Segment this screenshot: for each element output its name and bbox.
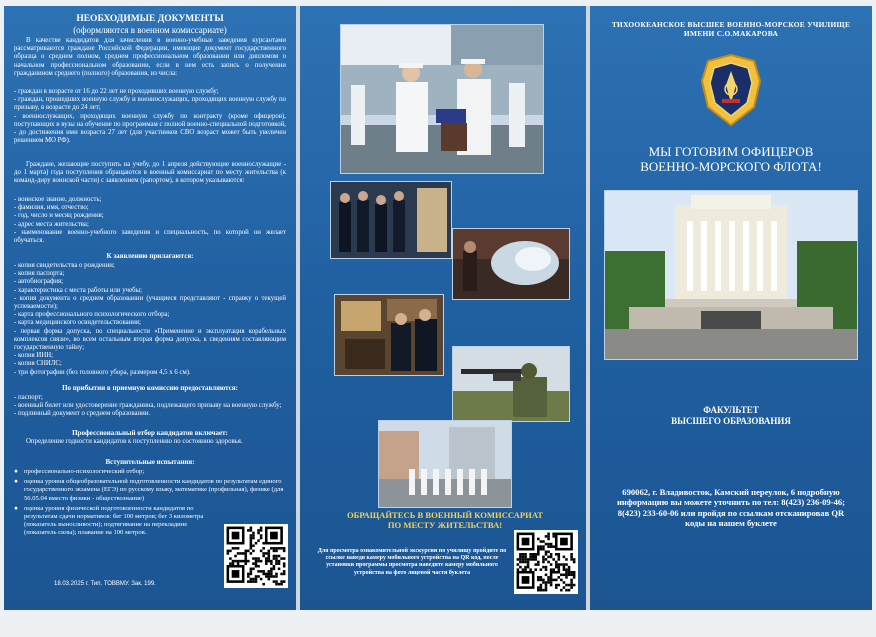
attach-item: - автобиография; (14, 278, 64, 286)
exam-item: ● оценка уровня общеобразовательной подготовленности кандидатов по результатам единого государственного экзамена (ЕГЭ) по русскому языку, математике (профильная), физике (для 56.05.04 вместо физики - обществознание) (14, 478, 284, 502)
application-item: - воинское звание, должность; (14, 196, 102, 203)
school-emblem-icon (696, 51, 766, 136)
qr-pattern (514, 530, 578, 594)
eligible-item: - граждан в возрасте от 16 до 22 лет не проходивших военную службу; (14, 88, 219, 95)
intro-text: В качестве кандидатов для зачисления в военно-учебные заведения курсантами рассматриваются граждане Российской Федерации, имеющие документ государственного образца о среднем полном, среднем профессиональном образовании или дипломом о начальном профессиональном образовании, если в нем есть запись о получении гражданином среднего (полного) образования, из числа: (14, 37, 286, 77)
photo-school-building (604, 190, 858, 360)
application-list (14, 196, 286, 245)
right-panel (590, 6, 872, 610)
attach-list (14, 262, 286, 377)
qr-code-icon (514, 530, 578, 594)
slogan-line1: МЫ ГОТОВИМ ОФИЦЕРОВ (648, 144, 814, 159)
slogan-line2: ВОЕННО-МОРСКОГО ФЛОТА! (640, 159, 822, 174)
callout-line2: ПО МЕСТУ ЖИТЕЛЬСТВА! (387, 520, 503, 530)
attach-item: - характеристика с места работы или учебы; (14, 286, 142, 294)
photo-officers-ceremony (340, 24, 544, 174)
qr-tour-note: Для просмотра ознакомительной экскурсии по училищу пройдите по ссылке наведя камеру мобильного устройства на QR код, после установки программы просмотра наведите камеру мобильного устройства на фото лицевой части буклета (317, 548, 507, 576)
application-item: - год, число и месяц рождения; (14, 212, 104, 220)
faculty-title (598, 405, 864, 426)
school-name (598, 20, 864, 38)
documents-heading-line1: НЕОБХОДИМЫЕ ДОКУМЕНТЫ (76, 14, 224, 24)
middle-panel (300, 6, 586, 610)
attach-item: - копия свидетельства о рождении; (14, 262, 115, 269)
attach-item: - три фотографии (без головного убора, размером 4,5 х 6 см). (14, 368, 191, 376)
photo-field-training (452, 346, 570, 422)
exam-item: ● оценка уровня физической подготовленности кандидатов по результатам сдачи нормативов: бег 100 метров; бег 3 километра (показатель выносливости); подтягивание на перекладине (показатель силы); плавание на 100 метров. (14, 504, 204, 537)
photo-parade (378, 420, 512, 508)
attach-item: - копия документа о среднем образовании (учащиеся представляют - справку о текущей успеваемости); (14, 294, 286, 311)
photo-classroom (334, 294, 444, 376)
arrival-title: По прибытии в приемную комиссию предоставляются: (62, 384, 238, 392)
bullet-icon: ● (14, 504, 18, 512)
faculty-line1: ФАКУЛЬТЕТ (703, 405, 759, 415)
prof-title: Профессиональный отбор кандидатов включает: (72, 429, 228, 437)
exams-title: Вступительные испытания: (105, 458, 195, 466)
callout-line1: ОБРАЩАЙТЕСЬ В ВОЕННЫЙ КОМИССАРИАТ (346, 510, 544, 520)
contact-address: 690062, г. Владивосток, Камский переулок, 6 подробную информацию вы можете уточнить по тел: 8(423) 236-09-46; 8(423) 233-60-06 или пройдя по ссылкам отсканировав QR коды на нашем буклете (616, 487, 846, 529)
attach-item: - копия паспорта; (14, 270, 65, 278)
qr-pattern (224, 524, 288, 588)
photo-water-exercise (452, 228, 570, 300)
photo-cadets-training (330, 181, 452, 259)
eligible-item: - военнослужащих, проходящих военную службу по контракту (кроме офицеров), поступающих в вузы на обучение по программам с полной военно-специальной подготовкой, - до достижения ими возраста 27 лет (для участников СВО возраст может быть увеличен решением МО РФ). (14, 112, 286, 145)
slogan (598, 144, 864, 174)
eligible-item: - граждан, прошедших военную службу и военнослужащих, проходящих военную службу по призыву, в возрасте до 24 лет; (14, 96, 286, 112)
attach-item: - карта медицинского освидетельствования; (14, 319, 141, 327)
application-item: - наименование военно-учебного заведения и специальность, по которой он желает обучаться. (14, 228, 286, 245)
documents-heading-line2: (оформляются в военном комиссариате) (73, 25, 227, 35)
eligible-list (14, 88, 286, 145)
bullet-icon: ● (14, 478, 18, 486)
arrival-item: - подлинный документ о среднем образовании. (14, 410, 151, 418)
left-panel (4, 6, 296, 610)
attach-item: - копия СНИЛС; (14, 360, 62, 368)
arrival-item: - паспорт; (14, 394, 43, 401)
documents-heading (4, 14, 296, 36)
application-item: - адрес места жительства; (14, 220, 89, 228)
attach-title: К заявлению прилагаются: (106, 252, 194, 260)
arrival-list (14, 394, 286, 419)
bullet-icon: ● (14, 468, 18, 475)
school-name-line2: ИМЕНИ С.О.МАКАРОВА (683, 29, 779, 38)
attach-item: - карта профессионального психологического отбора; (14, 311, 170, 319)
arrival-item: - военный билет или удостоверение гражданина, подлежащего призыву на военную службу; (14, 402, 282, 410)
print-footer: 18.03.2025 г. Тип. ТОВВМУ. Зак. 199. (54, 581, 156, 587)
application-text: Граждане, желающие поступить на учебу, до 1 апреля действующие военнослужащие - до 1 марта) года поступления обращаются в военный комиссариат по месту жительства (к команд-диру воинской части) с заявлением (рапортом), в котором указываются: (14, 161, 286, 185)
qr-code-icon (224, 524, 288, 588)
school-name-line1: ТИХООКЕАНСКОЕ ВЫСШЕЕ ВОЕННО-МОРСКОЕ УЧИЛИЩЕ (611, 20, 851, 29)
application-item: - фамилия, имя, отчество; (14, 204, 89, 212)
attach-item: - первая форма допуска, по специальности «Применение и эксплуатация корабельных комплексов связи», во всем остальным вторая форма допуска, к сведениям составляющим государственную тайну; (14, 327, 286, 352)
military-office-callout (320, 510, 570, 530)
exam-item: ● профессионально-психологический отбор; (14, 468, 145, 475)
attach-item: - копия ИНН; (14, 352, 54, 360)
prof-text: Определение годности кандидатов к поступлению по состоянию здоровья. (26, 438, 243, 445)
faculty-line2: ВЫСШЕГО ОБРАЗОВАНИЯ (671, 415, 791, 426)
